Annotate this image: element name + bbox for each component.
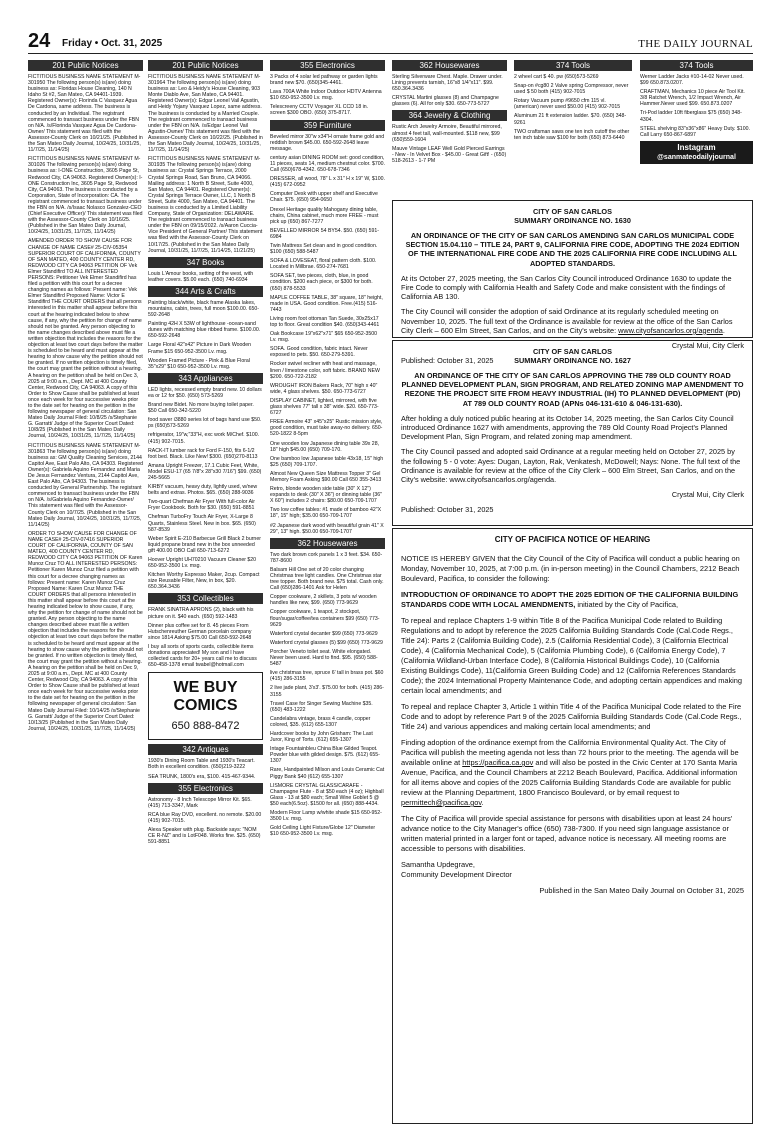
- classified-ad: RACK-IT lumber rack for Ford F-150, fits 6-1/2 foot bed. Black. Like New! $300. (650)270-8113: [148, 447, 258, 460]
- classified-ad: Rocker swivel recliner with heat and massage, linen / limestone color, soft fabric. BRAND NEW $200. 650-722-2182: [270, 361, 380, 380]
- notice-title: CITY OF SAN CARLOS: [533, 347, 612, 356]
- category-header: 355 Electronics: [148, 783, 263, 794]
- classified-ad: FICTITIOUS BUSINESS NAME STATEMENT M-301964 The following person(s) is(are) doing business as: Leo & Heidy's House Cleaning, 903 Monte Diablo Ave, San Mateo, CA 94401. Registered Owner(s): Edgar Leonel Vail Agustin, and Heidy Yojany Vasquez Lopez, same address. The business is conducted by a Married Couple. The registrant commenced to transact business under the FBN on N/A. /s/Edgar Leonel Vail Agustin-Owner/ This statement was filed with the Assessor-County Clerk on 10/22/25. (Published in the San Mateo Daily Journal, 10/24/25, 10/31/25, 11/7/25, 11/14/25): [148, 74, 263, 154]
- column-1: [28, 58, 143, 1124]
- classified-ad: century asian DINING ROOM set: good condition, 11 pieces, seats 14, medium chestnut color. $700. Call (650)678-4342. 650-678-7346: [270, 154, 385, 174]
- classified-ad: Waterford crystal decanter $99 (650) 773-9629: [270, 630, 378, 637]
- column-2: [148, 58, 263, 1124]
- classified-ad: CRYSTAL Martini glasses (8) and Champagne glasses (6). All for only $30. 650-773-5727: [392, 95, 499, 108]
- agenda-link[interactable]: www.cityofsancarlos.org/agenda: [618, 325, 723, 335]
- classified-ad: Drexel Heritage quality Mahogany dining table, chairs, China cabinet, much more FREE - must pick up (650) 867-7277: [270, 206, 379, 225]
- instagram-title: Instagram: [677, 142, 716, 152]
- category-header: 343 Appliances: [148, 373, 263, 384]
- classified-ad: 1930's Dining Room Table and 1930's Teacart. Both in excellent condition. (650)219-3222: [148, 758, 255, 771]
- category-header: 374 Tools: [640, 60, 753, 71]
- column-6: [640, 58, 753, 198]
- notice-subtitle: SUMMARY ORDINANCE NO. 1627: [514, 356, 631, 365]
- instagram-handle[interactable]: @sanmateodailyjournal: [657, 153, 736, 161]
- notice-published: Published in the San Mateo Daily Journal on October 31, 2025: [539, 886, 744, 895]
- paragraph-text: initiated by the City of Pacifica,: [575, 600, 679, 609]
- classified-ad: Balsam Hill One set of 20 color changing Christmas tree light candles. One Christmas star tree topper. Both brand new. $75 total. Cash only. Call (650)286-1401 Ask for Helen: [270, 566, 384, 592]
- notice-paragraph: At its October 27, 2025 meeting, the San Carlos City Council introduced Ordinance 1630 to update the Fire Code to comply with California Health and Safety Code and make consistent with the findings of California AB 130.: [401, 273, 732, 302]
- classified-ad: STEEL shelving 83"x36"x86" Heavy Duty. $100. Call Larry 650-867-6897: [640, 125, 750, 138]
- classified-ad: FICTITIOUS BUSINESS NAME STATEMENT M-301863 The following person(s) is(are) doing business as: GM Quality Cleaning Services, 2144 Capitol Ave, East Palo Alto, CA 94303. Registered Owner(s): Gabriela Aquino Fernandez and Maria De Jesus Fernandez Ventura, 2144 Capitol Ave, East Palo Alto, CA 94303. The business is conducted by General Partnership. The registrant commenced to transact business under the FBN on N/A. /s/Gabriela Aquino Fernandez-Owner/ This statement was filed with the Assessor-County Clerk on 10/7/25. (Published in the San Mateo Daily Journal, 10/24/25, 10/31/25, 11/7/25, 11/14/25): [28, 442, 143, 528]
- paragraph-text: The City Council will consider the adoption of said Ordinance at its regularly scheduled meeting on November 10, 2025. The full text of the Ordinance is available for review at the office of the San Carlos City Clerk – 600 Elm Street, San Carlos, and on the City's website:: [401, 307, 733, 335]
- notice-paragraph: To repeal and replace Chapter 3, Article 1 within Title 4 of the Pacifica Municipal Code related to the Fire Code and to adopt by reference Part 9 of the 2025 California Building Standards Code (Cal.Code Regs., Title 24) and various appendices and making certain local amendments; and: [401, 702, 742, 731]
- classified-ad: Werner Ladder Jacks #10-14-02 Never used. $99 650.873.0207.: [640, 74, 744, 87]
- notice-pacifica-hearing: [392, 528, 753, 1124]
- category-header: 201 Public Notices: [28, 60, 143, 71]
- classified-ad: Large Floral 42"x42" Picture in Dark Wooden Frame $15 650-952-3500 Lv. msg.: [148, 342, 252, 355]
- notice-heading: AN ORDINANCE OF THE CITY OF SAN CARLOS AMENDING SAN CARLOS MUNICIPAL CODE SECTION 15.04.110 – TITLE 24, PART 9, CALIFORNIA FIRE CODE, ADOPTING THE 2024 EDITION OF THE INTERNATIONAL FIRE CODE AND THE 2025 CALIFORNIA FIRE CODE INCLUDING ALL ADOPTED STANDARDS.: [405, 231, 740, 268]
- classified-ad: Candelabra vintage, brass 4 candle, copper colored, $35. (612) 655-1307: [270, 715, 371, 728]
- category-header: 374 Tools: [514, 60, 632, 71]
- classified-ad: One wooden low Japanese dining table 39x 28, 18" high $45.00 (650) 709-170.: [270, 440, 380, 453]
- classified-ad: Louis L'Amour books, setting of the west, with leather covers. $5.00 each. (650) 740-6934: [148, 270, 254, 283]
- classified-ad: 2 wheel cart $ 40. pw (650)573-5269: [514, 74, 599, 80]
- ad-list: [148, 271, 263, 283]
- classified-ad: Two low coffee tables: #1 made of bamboo 42"X 18", 15" high; $35.00 650-709-1707: [270, 507, 382, 520]
- column-4: [392, 58, 507, 198]
- notice-title: CITY OF SAN CARLOS: [533, 207, 612, 216]
- permittech-email-link[interactable]: permittech@pacifica.gov: [401, 798, 482, 807]
- classified-ad: SOFA & LOVESEAT, floral pattern cloth. $100. Located in Millbrae. 650-274-7681: [270, 258, 377, 271]
- category-header: 364 Jewelry & Clothing: [392, 110, 507, 121]
- ad-list: [28, 74, 143, 732]
- classified-ad: Hardcover books by John Grisham: The Last Juror, King of Torts. (612) 655-1307: [270, 730, 373, 744]
- classified-ad: Intage Fountainbleu China Blue Gilded Teapot. Powder blue with gilded design. $75. (612) 655-1307: [270, 746, 380, 765]
- classified-ad: Rustic Arch Jewelry Armoire, Beautiful mirrored, almost 4 feet tall, wall-mounted. $118 new, $99 (650)559-1604: [392, 124, 502, 143]
- notice-san-carlos-1627: [392, 340, 753, 526]
- category-header: 347 Books: [148, 257, 263, 268]
- notice-title: CITY OF PACIFICA NOTICE OF HEARING: [494, 535, 651, 544]
- comics-line-1: WE BUY: [173, 679, 238, 697]
- classified-ad: Astronomy - 8 Inch Telescope Mirror Kit. $65. (415) 713-3347, Mark: [148, 796, 252, 809]
- classified-ad: Amana Upright Freezer, 17.1 Cubic Feet, White, Model ESU-17 (65 7/8"x 28"x30 7/16") $99. (650) 245-5665: [148, 462, 262, 481]
- classified-ad: Rare, Handpainted Milson and Louis Ceramic Cat Piggy Bank $40 (612) 655-1307: [270, 767, 385, 780]
- classified-ad: Brand new Bidet. No more buying toilet paper. $50 Call 650-342-5220: [148, 402, 254, 415]
- classified-ad: DISPLAY CABINET, lighted, mirrored, with five glass shelves 77" tall x 38" wide. $20. 650-773-6727: [270, 397, 379, 417]
- category-header: 353 Collectibles: [148, 593, 263, 604]
- notice-paragraph: [401, 307, 744, 335]
- classified-ad: CRAFTMAN, Mechanics 10 piece Air Tool Kit. 3/8 Ratchet Wrench, 1/2 Impact Wrench, Air Hammer.Never used $99. 650.873.0207: [640, 89, 745, 108]
- classified-ad: I buy all sorts of sports cards, collectible items donations appreciated! My son and I have collected cards for 20+ years call me to discuss 650-458-1378 email twabel@hotmail.com: [148, 643, 257, 669]
- classified-ad: Sterling Silverware Chest. Maple. Drawer under. Lining prevents tarnish, 16"x8 1/4"x11". $99. 650.364.3436: [392, 74, 503, 93]
- classified-ad: Wooden Framed Picture - Pink & Blue Floral 35"x29" $10 650-952-3500 Lv. msg.: [148, 357, 250, 370]
- classified-ad: FICTITIOUS BUSINESS NAME STATEMENT M-301026 The following person(s) is(are) doing business as: I-ONE Construction, 3605 Page St, Redwood City, CA 94063. Registered Owner(s): I-ONE Construction Inc, 3605 Page St, Redwood City, CA 94063. The business is conducted by a Corporation, State of Incorporation: CA. The registrant commenced to transact business under the FBN on N/A. /s/Isaac Nolasco Gonzalez-CEO (Chief Executive Officer)/ This statement was filed with the Assessor-County Clerk on 10/16/25. (Published in the San Mateo Daily Journal, 10/24/25, 10/31/25, 11/7/25, 11/14/25): [28, 156, 143, 236]
- ad-list: [148, 387, 263, 591]
- classified-ad: Two dark brown cork panels 1 x 3 feet. $34. 650-787-8600: [270, 551, 383, 564]
- classified-ad: Chefman TurboFry Touch Air Fryer, X-Large 8 Quarts, Stainless Steel. New in box. $65. (650) 587-8539: [148, 514, 256, 533]
- classified-ad: refrigerator, 19"w,"33"H, exc work M/Chef. $100. (415) 902-7015.: [148, 432, 260, 445]
- classified-ad: SOFA SET, two pieces, cloth, blue, in good condition. $200 each piece, or $300 for both. (650) 878-5533: [270, 273, 373, 292]
- classified-ad: Two-quart Chefman Air Fryer With full-color Air Fryer Cookbook. Both for $30. (650) 591-8851: [148, 499, 255, 512]
- ad-list: [640, 74, 753, 138]
- issue-date: Friday • Oct. 31, 2025: [62, 38, 163, 49]
- comics-line-2: COMICS: [173, 697, 238, 715]
- classified-ad: FICTITIOUS BUSINESS NAME STATEMENT M-301935 The following person(s) is(are) doing business as: Crystal Springs Terrace, 2000 Crystal Springs Road, San Bruno, CA 94066. Mailing address: 1 North B Street, Suite 4000, San Mateo, CA 94401. Registered Owner(s): Crystal Springs Terrace Owner, LLC, 1 North B Street, Suite 4000, San Mateo, CA 94401. The business is conducted by a Limited Liability Company, State of Organization: DELAWARE. The registrant commenced to transact business under the FBN on 09/15/2022. /s/Aaron Cuccia-Vice President of General Partner/ This statement was filed with the Assessor-County Clerk on 10/17/25. (Published in the San Mateo Daily Journal, 10/31/25, 11/7/25, 11/14/25, 11/21/25): [148, 156, 263, 254]
- ad-list: [270, 552, 385, 838]
- classified-ad: SEA TRUNK, 1800's era, $100. 415-467-9344.: [148, 773, 256, 780]
- notice-paragraph: The City Council passed and adopted said Ordinance at a regular meeting held on October 27, 2025 by the following 5 - 0 vote: Ayes: Dugan, Layton, Rak, Venkatesh, McDowell; Nays: None. The full text of the Ordinance is available for review at the office of the City Clerk – 600 Elm Street, San Carlos, and on the City's website: www.cityofsancarlos.org/agenda.: [401, 447, 741, 485]
- pacifica-website-link[interactable]: https://pacifica.ca.gov: [462, 758, 534, 767]
- classified-ad: live christmas tree, spruce 6' tall in brass pot. $60 (415) 286-3155: [270, 670, 384, 683]
- category-header: 344 Arts & Crafts: [148, 286, 263, 297]
- notice-paragraph: To repeal and replace Chapters 1-9 within Title 8 of the Pacifica Municipal Code related to Building Regulations and to adopt by reference the 2025 California Building Standards Code (Cal.Code Regs., Title 24): Parts 2 (California Building Code), 2.5 (California Residential Code), 3 (California Electrical Code), 4 (California Mechanical Code), 5 (California Plumbing Code), 6 (California Energy Code), 7 (California Wildland-Urban Interface Code), 8 (California Historical Buildings Code), 10 (California Existing Buildings Code), 11(California Green Building Code) and 12 (California References Standards Code); the 2024 International Property Maintenance Code, and adopting certain appendices and making certain local amendments; and: [401, 616, 743, 695]
- classified-ad: Hoover Upright UH70210 Vacuum Cleaner $20 650-952-3500 Lv. msg.: [148, 557, 257, 570]
- notice-paragraph: [401, 590, 744, 610]
- column-5: [514, 58, 632, 198]
- classified-ad: FRANK SINATRA APRONS (2), black with his picture on it. $40 each. (650) 592-1483: [148, 607, 254, 620]
- classified-ad: BEVELLED MIRROR 54 BY54. $50. (650) 591-6984: [270, 227, 379, 240]
- category-header: 355 Electronics: [270, 60, 385, 71]
- classified-ad: 2 live jade plant, 3'x3'. $75.00 for both. (415) 286-3155: [270, 685, 384, 698]
- classified-ad: Kitchen Worthy Espresso Maker, 2cup. Compact size Reusable Filter, New, in box, $20. 650.364.3436: [148, 572, 260, 591]
- classified-ad: Dinner plus coffee set for 8. 45 pieces From Hutschenreuther German porcelain company since 1814 Asking $75.00 Call 650-592-2648: [148, 622, 252, 641]
- column-3: [270, 58, 385, 1124]
- ordinance-title: INTRODUCTION OF ORDINANCE TO ADOPT THE 2025 EDITION OF THE CALIFORNIA BUILDING STANDARDS CODE WITH LOCAL AMENDMENTS,: [401, 590, 739, 609]
- classified-ad: TWO craftsman saws one ten inch cutoff the other ten inch table saw $100 for both (650) 873-6440: [514, 128, 630, 141]
- classified-ad: Almost New Queen Size Mattress Topper 3" Gel Memory Foam Asking $90.00 Call 650 355-3413: [270, 470, 382, 483]
- classified-ad: WROUGHT IRON Bakers Rack, 70" high x 40" wide, 4 glass shelves. $50. 650-773-6727: [270, 382, 378, 395]
- classified-ad: Alexa Speaker with plug. Backside says: "NOM CE R-NZ" and is LotF048. Works fine. $25. (650) 591-8851: [148, 826, 261, 846]
- ad-list: [148, 74, 263, 254]
- classified-ad: Mauve Vintage LEAF Well Gold Pierced Earrings - New - In Velvet Box - $45.00 - Great Gift! - (650) 518-2613 - 1-7 PM: [392, 145, 507, 164]
- classified-ad: Porcher Veneto toilet seat. White elongated. Never been used. Hard to find. $95. (650) 588-5487: [270, 648, 378, 668]
- classified-ad: Oak Bookcase 19"x62"x71" $65 650-952-3500 Lv. msg.: [270, 331, 378, 344]
- classified-ad: RCA blue Ray DVD, excellent. no remote. $20.00 (415) 902-7015.: [148, 811, 262, 824]
- classified-ad: 3 Packs of 4 solar led pathway or garden lights brand new $70. (650)345-4461.: [270, 74, 378, 87]
- notice-paragraph: After holding a duly noticed public hearing at its October 14, 2025 meeting, the San Carlos City Council introduced Ordinance 1627 with amendments, approving the 789 Old County Road Project's Planned Development Plan, Sign Program, and related zoning map amendment.: [401, 413, 734, 442]
- paragraph-text: .: [481, 798, 484, 807]
- classified-ad: #2 Japanese dark wood with beautiful grain 41" X 29", 13" high. $50.00 650-709-1707: [270, 522, 384, 535]
- classified-ad: Gold Ceiling Light Fixture/Globe 12" Diameter $10 650-952-3500 Lv. msg.: [270, 825, 376, 838]
- category-header: 362 Housewares: [270, 538, 385, 549]
- classified-ad: food saver i3880 series lot of bags hand use $50. ps (650)573-5269: [148, 417, 262, 430]
- classified-ad: KIRBY vacuum, heavy duty, lightly used, w/new belts and extras. Photos. $65. (650) 288-9036: [148, 484, 258, 497]
- classified-ad: SOFA. Good condition, fabric intact. Never exposed to pets. $50. 650-279-5391.: [270, 346, 368, 359]
- classified-ad: Living room foot ottoman Tan Suede, 30x25x17 top to floor. Great condition $40. (650)343-4461: [270, 315, 380, 328]
- classified-ad: Lava 700A White Indoor Outdoor HDTV Antenna $10 650-952-3500 Lv. msg.: [270, 89, 382, 102]
- ad-list: [270, 134, 385, 535]
- notice-signer: Samantha Updegrave,: [401, 860, 475, 869]
- classified-ad: Painting 42H X 53W of lighthouse -ocean-sand dunes with matching blue ribbed frame. $100.00. 650-592-2648: [148, 321, 261, 340]
- classified-ad: MAPLE COFFEE TABLE, 38" square, 18" height, made in USA. Good condition. Free.(415) 516-7443: [270, 294, 383, 313]
- classified-ad: AMENDED ORDER TO SHOW CAUSE FOR CHANGE OF NAME CASE# 25-CIV-05354 SUPERIOR COURT OF CALIFORNIA, COUNTY OF SAN MATEO, 400 COUNTY CENTER RD, REDWOOD CITY CA 94063 PETITION OF Vek Elmer Standifird TO ALL INTERESTED PERSONS: Petitioner Vek Elmer Standifird has filed a petition with this court for a decree changing names as follows: Present name: Vek Elmer Standifird Proposed Name: Victor E Standifird THE COURT ORDERS that all persons interested in this matter shall appear before this court at the hearing indicated below to show cause, if any, why the petition for change of name should not be granted. Any person objecting to the name changes described above must file a written objection that includes the reasons for the objection at least two court days before the matter is scheduled to be heard and must appear at the hearing to show cause why the petition should not be granted. If no written objection is timely filed, the court may grant the petition without a hearing. A hearing on the petition shall be held on Dec 3, 2025 at 9:00 a.m., Dept. MC at 400 County Center, Redwood City, CA 94063. A copy of this Order to Show Cause shall be published at least once each week for four successive weeks prior to the date set for hearing on the petition in the following newspaper of general circulation: San Mateo Daily Journal Filed: 10/8/25 /s/Stephanie G. Garratt/ Judge of the Superior Court Dated: 10/8/25 (Published in the San Mateo Daily Journal, 10/24/25, 10/31/25, 11/7/25, 11/14/25): [28, 238, 143, 440]
- classified-ad: Modern Floor Lamp w/white shade $15 650-952-3500 Lv. msg.: [270, 810, 382, 823]
- instagram-promo[interactable]: [640, 141, 753, 164]
- classified-ad: Weber Spirit E-210 Barbecue Grill Black 2 burner liquid propane brand new in the box unneeded gift 400.00 OBO Call 650-713-6272: [148, 535, 261, 554]
- classified-ad: LED lights, recessed empty brand new. 10 dollars ea or 12 for $50. (650) 573-5269: [148, 386, 262, 399]
- masthead: [28, 30, 753, 54]
- ad-list: [270, 74, 385, 117]
- classified-ad: LISMORE CRYSTAL GLASS/CARAFE - Champagne Flute - 8 at $50 each (4 oz); Highball Glass - 13 at $80 each; Small Wine Goblet 5 @ $50 each(6.5oz). $1500 for all. (650) 888-4434.: [270, 782, 384, 807]
- classified-ad: Telescreeny CCTV Voyager XL CCD 18 in. screen $300 OBO. (650) 375-8717.: [270, 104, 369, 117]
- classified-ad: FICTITIOUS BUSINESS NAME STATEMENT M-301950 The following person(s) is(are) doing business as: Floridas House Cleaning, 140 N Idaho St #2, San Mateo, CA 94401-1939. Registered Owner(s): Florinda C Vasquez Agua De Cardona, same address. The business is conducted by an Individual. The registrant commenced to transact business under the FBN on N/A. /s/Florinda Vasquez Agua De Cardona-Owner/ This statement was filed with the Assessor-County Clerk on 10/21/25. (Published in the San Mateo Daily Journal, 10/24/25, 10/31/25, 11/7/25, 11/14/25): [28, 74, 143, 154]
- classified-ad: FREE Armoire 43" x45"x25" Rustic mission style, good condition, must take away-no delivery. 650-520-1822 8-5pm: [270, 419, 383, 438]
- classified-ad: Aluminum 21 ft extension ladder. $70. (650) 348-9261: [514, 113, 627, 126]
- category-header: 362 Housewares: [392, 60, 507, 71]
- classified-ad: Beveled mirror 30"w x34"H ornate frame gold and reddish brown $45.00. 650-592-2648 leave message.: [270, 133, 385, 152]
- notice-signer: Crystal Mui, City Clerk: [671, 341, 744, 351]
- classified-ad: ORDER TO SHOW CAUSE FOR CHANGE OF NAME CASE# 25-CIV-07416 SUPERIOR COURT OF CALIFORNIA, COUNTY OF SAN MATEO, 400 COUNTY CENTER RD, REDWOOD CITY CA 94063 PETITION OF Karen Munoz Cruz TO ALL INTERESTED PERSONS: Petitioner Karen Munoz Cruz filed a petition with this court for a decree changing names as follows: Present name: Karen Munoz Cruz Proposed Name: Karen Cruz Munoz THE COURT ORDERS that all persons interested in this matter shall appear before this court at the hearing indicated below to show cause, if any, why the petition for change of name should not be granted. Any person objecting to the name changes described above must file a written objection that includes the reasons for the objection at least two court days before the matter is scheduled to be heard and must appear at the hearing to show cause why the petition should not be granted. If no written objection is timely filed, the court may grant the petition without a hearing. A hearing on the petition shall be held on Dec 9, 2025 at 9:00 a.m., Dept. MC at 400 County Center, Redwood City, CA 94063. A copy of this Order to Show Cause shall be published at least once each week for four successive weeks prior to the date set for hearing on the petition in the following newspaper of general circulation: San Mateo Daily Journal Filed: 10/14/25 /s/Stephanie G. Garratt/ Judge of the Superior Court Dated: 10/13/25 (Published in the San Mateo Daily Journal, 10/24/25, 10/31/25, 11/7/25, 11/14/25): [28, 530, 143, 732]
- classified-ad: One bamboo low Japanese table 43x18, 15" high $25 (650) 709-1707.: [270, 455, 384, 468]
- notice-heading: AN ORDINANCE OF THE CITY OF SAN CARLOS APPROVING THE 789 OLD COUNTY ROAD PLANNED DEVELOPMENT PLAN, SIGN PROGRAM, AND RELATED ZONING MAP AMENDMENT TO REZONE THE PROJECT SITE FROM HEAVY INDUSTRIAL (IH) TO PLANNED DEVELOPMENT (PD) AT 789 OLD COUNTY ROAD (APNs 046-131-610 & 046-131-630).: [401, 371, 744, 408]
- notice-signer-title: Community Development Director: [401, 870, 512, 879]
- ad-list: [392, 124, 507, 164]
- classified-ad: Rotary Vacuum pump #9650 cfm 115 vl. (american) never used $50.00 (415) 902-7015: [514, 98, 621, 111]
- notice-paragraph: [401, 738, 744, 808]
- classified-ad: Travel Case for Singer Sewing Machine $35. (650) 483-1222: [270, 700, 373, 713]
- classified-ad: Snap-on #cg80 2 Valve spring Compressor, never used $ 50 both (415) 902-7015: [514, 83, 629, 96]
- category-header: 359 Furniture: [270, 120, 385, 131]
- classified-ad: Copper cookware, 2 skillets, 3 pots w/ wooden handles like new, $99. (650) 773-9629: [270, 594, 377, 607]
- page-number: 24: [28, 30, 51, 52]
- classified-ad: Waterford crystal glasses (5) $99 (650) 773-9629: [270, 639, 383, 646]
- classified-ad: Tri-Pod ladder 10ft fiberglass $75 (650) 348-4304.: [640, 110, 742, 123]
- we-buy-comics-ad: [148, 672, 263, 740]
- ad-list: [392, 74, 507, 107]
- classified-ad: Computer Desk with upper shelf and Executive Chair. $75. (650) 954-0650: [270, 191, 378, 204]
- ad-list: [148, 300, 263, 370]
- classified-ad: Twin Mattress Set clean and in good condition. $100 (650) 588-5487: [270, 242, 378, 256]
- classified-ad: Painting black/white, black frame Alaska lakes, mountains, cabin, trees, full moon $100.00. 650-592-2648: [148, 299, 260, 319]
- notice-published: Published: October 31, 2025: [401, 505, 494, 515]
- ad-list: [148, 797, 263, 846]
- classified-ad: Copper cookware, 1 teapot, 2 stockpot, flour/sugar/coffee/tea containers $99 (650) 773-9629: [270, 609, 380, 628]
- classified-ad: Retro, blonde wooden side table (30" X 12") expands to desk (30" X 36") or dinning table (36" X 60") includes 2 chairs: $80.00 650-709-1707: [270, 486, 382, 505]
- newspaper-name: THE DAILY JOURNAL: [638, 38, 753, 50]
- paragraph-text: Finding adoption of the ordinance exempt from the California Environmental Quality Act. The City of Pacifica will publish the meeting agenda not less than 72 hours prior to the meeting. The agenda will be available online at: [401, 738, 739, 767]
- ad-list: [148, 607, 263, 668]
- notice-paragraph: The City of Pacifica will provide special assistance for persons with disabilities upon at least 24 hours' advance notice to the City Manager's office (650) 738-7300. If you need sign language assistance or written material printed in a larger font or taped, advance notice is necessary. All meeting rooms are accessible to persons with disabilities.: [401, 814, 733, 853]
- paragraph-text: and will also be posted in the Civic Center at 170 Santa Maria Avenue, Pacifica, and the Council Chambers at 2212 Beach Boulevard, Pacifica. Additional information for all items above and copies of the 2025 California Building Standards Code are available for public review at the Planning Department, 1800 Francisco Boulevard, or by email request to: [401, 758, 738, 797]
- notice-published: Published: October 31, 2025: [401, 356, 494, 366]
- classified-ad: DRESSER, all wood, 78" L x 31" H x 19" W, $100. (415) 672-0952: [270, 176, 385, 189]
- category-header: 201 Public Notices: [148, 60, 263, 71]
- ad-list: [514, 74, 632, 141]
- paragraph-text: .: [722, 325, 725, 335]
- category-header: 342 Antiques: [148, 744, 263, 755]
- notice-paragraph: NOTICE IS HEREBY GIVEN that the City Council of the City of Pacifica will conduct a public hearing on Monday, November 10, 2025, at 7:00 p.m. (in in-person meeting) in the Council Chambers, 2212 Beach Boulevard, Pacifica, to consider the following:: [401, 554, 740, 583]
- ad-list: [148, 758, 263, 779]
- notice-signer: Crystal Mui, City Clerk: [671, 490, 744, 500]
- comics-phone: 650 888-8472: [171, 720, 240, 733]
- notice-subtitle: SUMMARY ORDINANCE NO. 1630: [514, 216, 631, 225]
